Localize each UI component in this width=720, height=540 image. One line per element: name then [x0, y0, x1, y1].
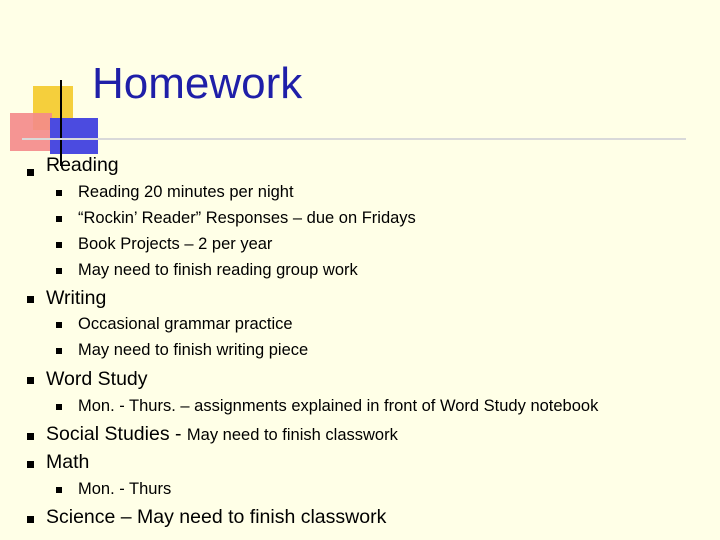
bullet-icon	[27, 377, 34, 384]
bullet-icon	[56, 404, 62, 410]
bullet-icon	[27, 516, 34, 523]
social-studies-label: Social Studies -	[46, 423, 187, 445]
item-word-study: Word Study	[46, 368, 148, 390]
slide-title: Homework	[92, 59, 303, 108]
social-studies-note: May need to finish classwork	[186, 426, 398, 444]
sub-item-word-study-1: Mon. - Thurs. – assignments explained in front of Word Study notebook	[78, 397, 599, 415]
bullet-icon	[27, 433, 34, 440]
item-science: Science – May need to finish classwork	[46, 506, 387, 528]
bullet-icon	[56, 487, 62, 493]
sub-item-writing-1: Occasional grammar practice	[78, 315, 293, 333]
sub-item-reading-4: May need to finish reading group work	[78, 261, 358, 279]
sub-item-reading-2: “Rockin’ Reader” Responses – due on Fridays	[78, 209, 416, 227]
bullet-icon	[56, 268, 62, 274]
sub-item-writing-2: May need to finish writing piece	[78, 341, 309, 359]
decor-red-square	[10, 113, 52, 151]
bullet-icon	[27, 461, 34, 468]
bullet-icon	[27, 169, 34, 176]
bullet-icon	[56, 322, 62, 328]
item-writing: Writing	[46, 287, 107, 309]
decor-blue-square	[50, 118, 98, 154]
bullet-icon	[56, 348, 62, 354]
item-social-studies	[46, 425, 398, 445]
sub-item-math-1: Mon. - Thurs	[78, 480, 172, 498]
item-math: Math	[46, 451, 90, 473]
bullet-icon	[56, 216, 62, 222]
bullet-icon	[27, 296, 34, 303]
item-reading: Reading	[46, 154, 119, 176]
sub-item-reading-3: Book Projects – 2 per year	[78, 235, 273, 253]
title-divider	[22, 138, 686, 140]
bullet-icon	[56, 190, 62, 196]
bullet-icon	[56, 242, 62, 248]
sub-item-reading-1: Reading 20 minutes per night	[78, 183, 294, 201]
